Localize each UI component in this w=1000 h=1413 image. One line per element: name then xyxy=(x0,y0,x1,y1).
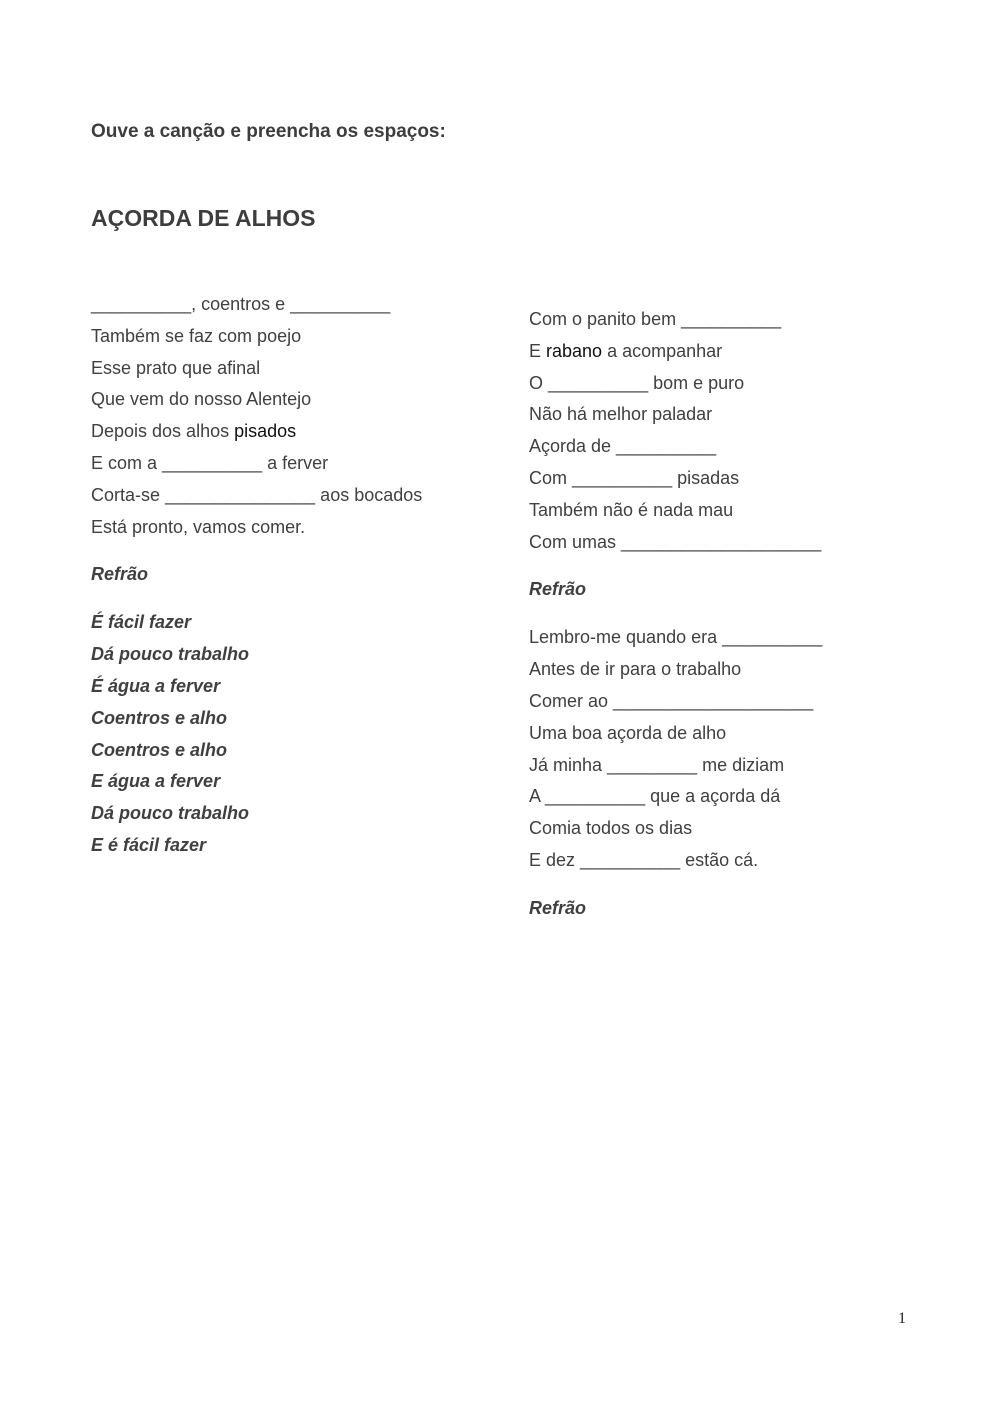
lyric-line: O __________ bom e puro xyxy=(529,372,745,393)
lyric-line: Lembro-me quando era __________ xyxy=(529,627,823,648)
lyric-emphasis: rabano xyxy=(546,340,603,361)
verse-1 xyxy=(91,293,422,547)
lyric-line: Não há melhor paladar xyxy=(529,404,713,425)
lyric-line: A __________ que a açorda dá xyxy=(529,786,781,807)
lyric-line: E com a __________ a ferver xyxy=(91,452,329,473)
refrain-line: Dá pouco trabalho xyxy=(91,803,250,824)
refrain-line: Coentros e alho xyxy=(91,739,228,760)
lyric-line: Corta-se _______________ aos bocados xyxy=(91,484,423,505)
refrain-line: É fácil fazer xyxy=(91,612,192,633)
lyric-line: Comia todos os dias xyxy=(529,818,693,839)
page-number: 1 xyxy=(898,1310,906,1327)
lyric-line: Com __________ pisadas xyxy=(529,467,740,488)
lyric-line: Que vem do nosso Alentejo xyxy=(91,389,312,410)
refrain-label: Refrão xyxy=(91,564,149,585)
lyric-line: Também não é nada mau xyxy=(529,499,734,520)
verse-3 xyxy=(529,626,822,880)
lyric-line: Uma boa açorda de alho xyxy=(529,722,727,743)
refrain-label: Refrão xyxy=(529,579,587,600)
lyric-line: E dez __________ estão cá. xyxy=(529,849,759,870)
lyric-line: Com umas ____________________ xyxy=(529,531,822,552)
refrain xyxy=(91,611,422,865)
lyric-text: a acompanhar xyxy=(602,340,723,361)
verse-2 xyxy=(529,308,822,562)
lyric-line xyxy=(529,340,822,372)
song-title: AÇORDA DE ALHOS xyxy=(91,205,316,231)
lyric-text: Depois dos alhos xyxy=(91,421,235,442)
refrain-line: E água a ferver xyxy=(91,771,221,792)
lyric-line: Também se faz com poejo xyxy=(91,325,302,346)
lyric-line xyxy=(91,420,422,452)
lyric-line: Com o panito bem __________ xyxy=(529,309,782,329)
refrain-line: E é fácil fazer xyxy=(91,834,207,855)
refrain-line: É água a ferver xyxy=(91,675,221,696)
refrain-line: Coentros e alho xyxy=(91,707,228,728)
lyric-line: Já minha _________ me diziam xyxy=(529,754,785,775)
instruction-heading: Ouve a canção e preencha os espaços: xyxy=(91,121,446,142)
lyric-line: Antes de ir para o trabalho xyxy=(529,659,742,680)
lyric-line: Açorda de __________ xyxy=(529,436,717,457)
right-column xyxy=(529,308,822,919)
lyric-emphasis: pisados xyxy=(234,421,297,442)
refrain-line: Dá pouco trabalho xyxy=(91,644,250,665)
lyric-line: __________, coentros e __________ xyxy=(91,294,391,314)
refrain-label: Refrão xyxy=(529,897,587,918)
lyric-text: E xyxy=(529,340,547,361)
lyric-line: Comer ao ____________________ xyxy=(529,690,814,711)
lyric-line: Está pronto, vamos comer. xyxy=(91,516,306,537)
lyric-line: Esse prato que afinal xyxy=(91,357,261,378)
left-column xyxy=(91,293,422,866)
